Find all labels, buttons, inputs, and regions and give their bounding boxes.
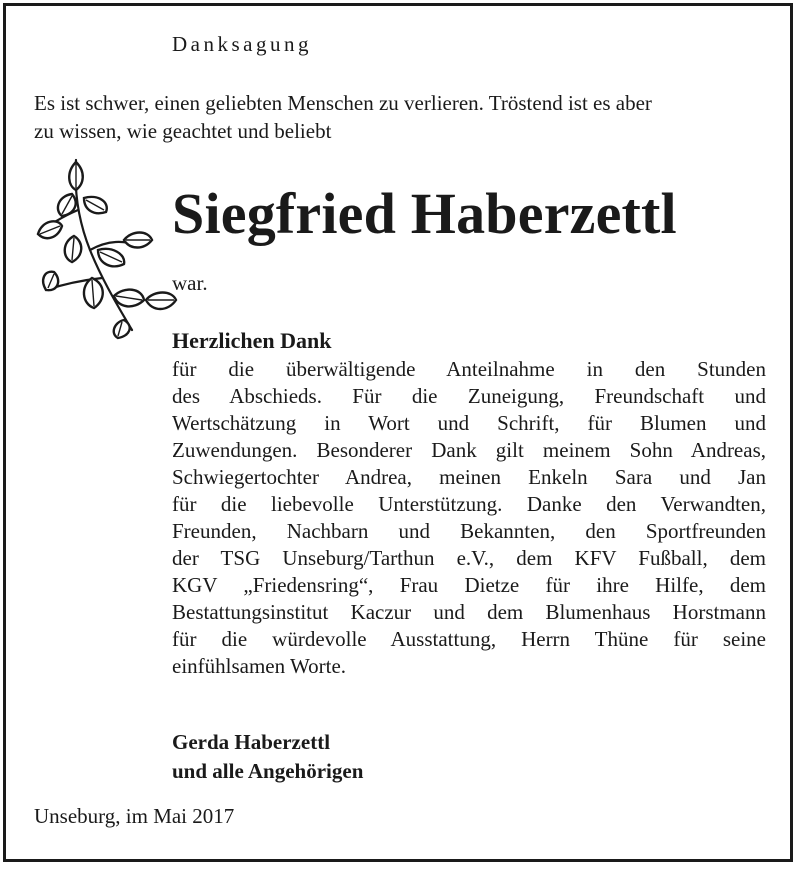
body-line: Bestattungsinstitut Kaczur und dem Blumenhaus Horstmann bbox=[172, 600, 766, 624]
body-line: der TSG Unseburg/Tarthun e.V., dem KFV Fußball, dem bbox=[172, 546, 766, 570]
body-line: für die liebevolle Unterstützung. Danke den Verwandten, bbox=[172, 492, 766, 516]
heading: Danksagung bbox=[172, 32, 312, 56]
thanks-body bbox=[172, 356, 766, 680]
intro-line: zu wissen, wie geachtet und beliebt bbox=[34, 119, 332, 143]
deceased-name: Siegfried Haberzettl bbox=[172, 181, 677, 246]
intro-text bbox=[34, 89, 769, 145]
body-line: für die würdevolle Ausstattung, Herrn Thüne für seine bbox=[172, 627, 766, 651]
intro-continuation: war. bbox=[172, 271, 208, 295]
signature-family: und alle Angehörigen bbox=[172, 759, 364, 783]
signature-name: Gerda Haberzettl bbox=[172, 730, 331, 754]
intro-line: Es ist schwer, einen geliebten Menschen zu verlieren. Tröstend ist es aber bbox=[34, 91, 652, 115]
body-line: für die überwältigende Anteilnahme in den Stunden bbox=[172, 357, 766, 381]
leaf-branch-icon bbox=[28, 150, 188, 340]
place-date: Unseburg, im Mai 2017 bbox=[34, 804, 235, 828]
body-line: des Abschieds. Für die Zuneigung, Freundschaft und bbox=[172, 384, 766, 408]
body-line: Wertschätzung in Wort und Schrift, für Blumen und bbox=[172, 411, 766, 435]
body-line: KGV „Friedensring“, Frau Dietze für ihre Hilfe, dem bbox=[172, 573, 766, 597]
body-line: Zuwendungen. Besonderer Dank gilt meinem Sohn Andreas, bbox=[172, 438, 766, 462]
body-line: einfühlsamen Worte. bbox=[172, 654, 347, 678]
thanks-title: Herzlichen Dank bbox=[172, 328, 332, 353]
body-line: Schwiegertochter Andrea, meinen Enkeln Sara und Jan bbox=[172, 465, 766, 489]
body-line: Freunden, Nachbarn und Bekannten, den Sportfreunden bbox=[172, 519, 766, 543]
